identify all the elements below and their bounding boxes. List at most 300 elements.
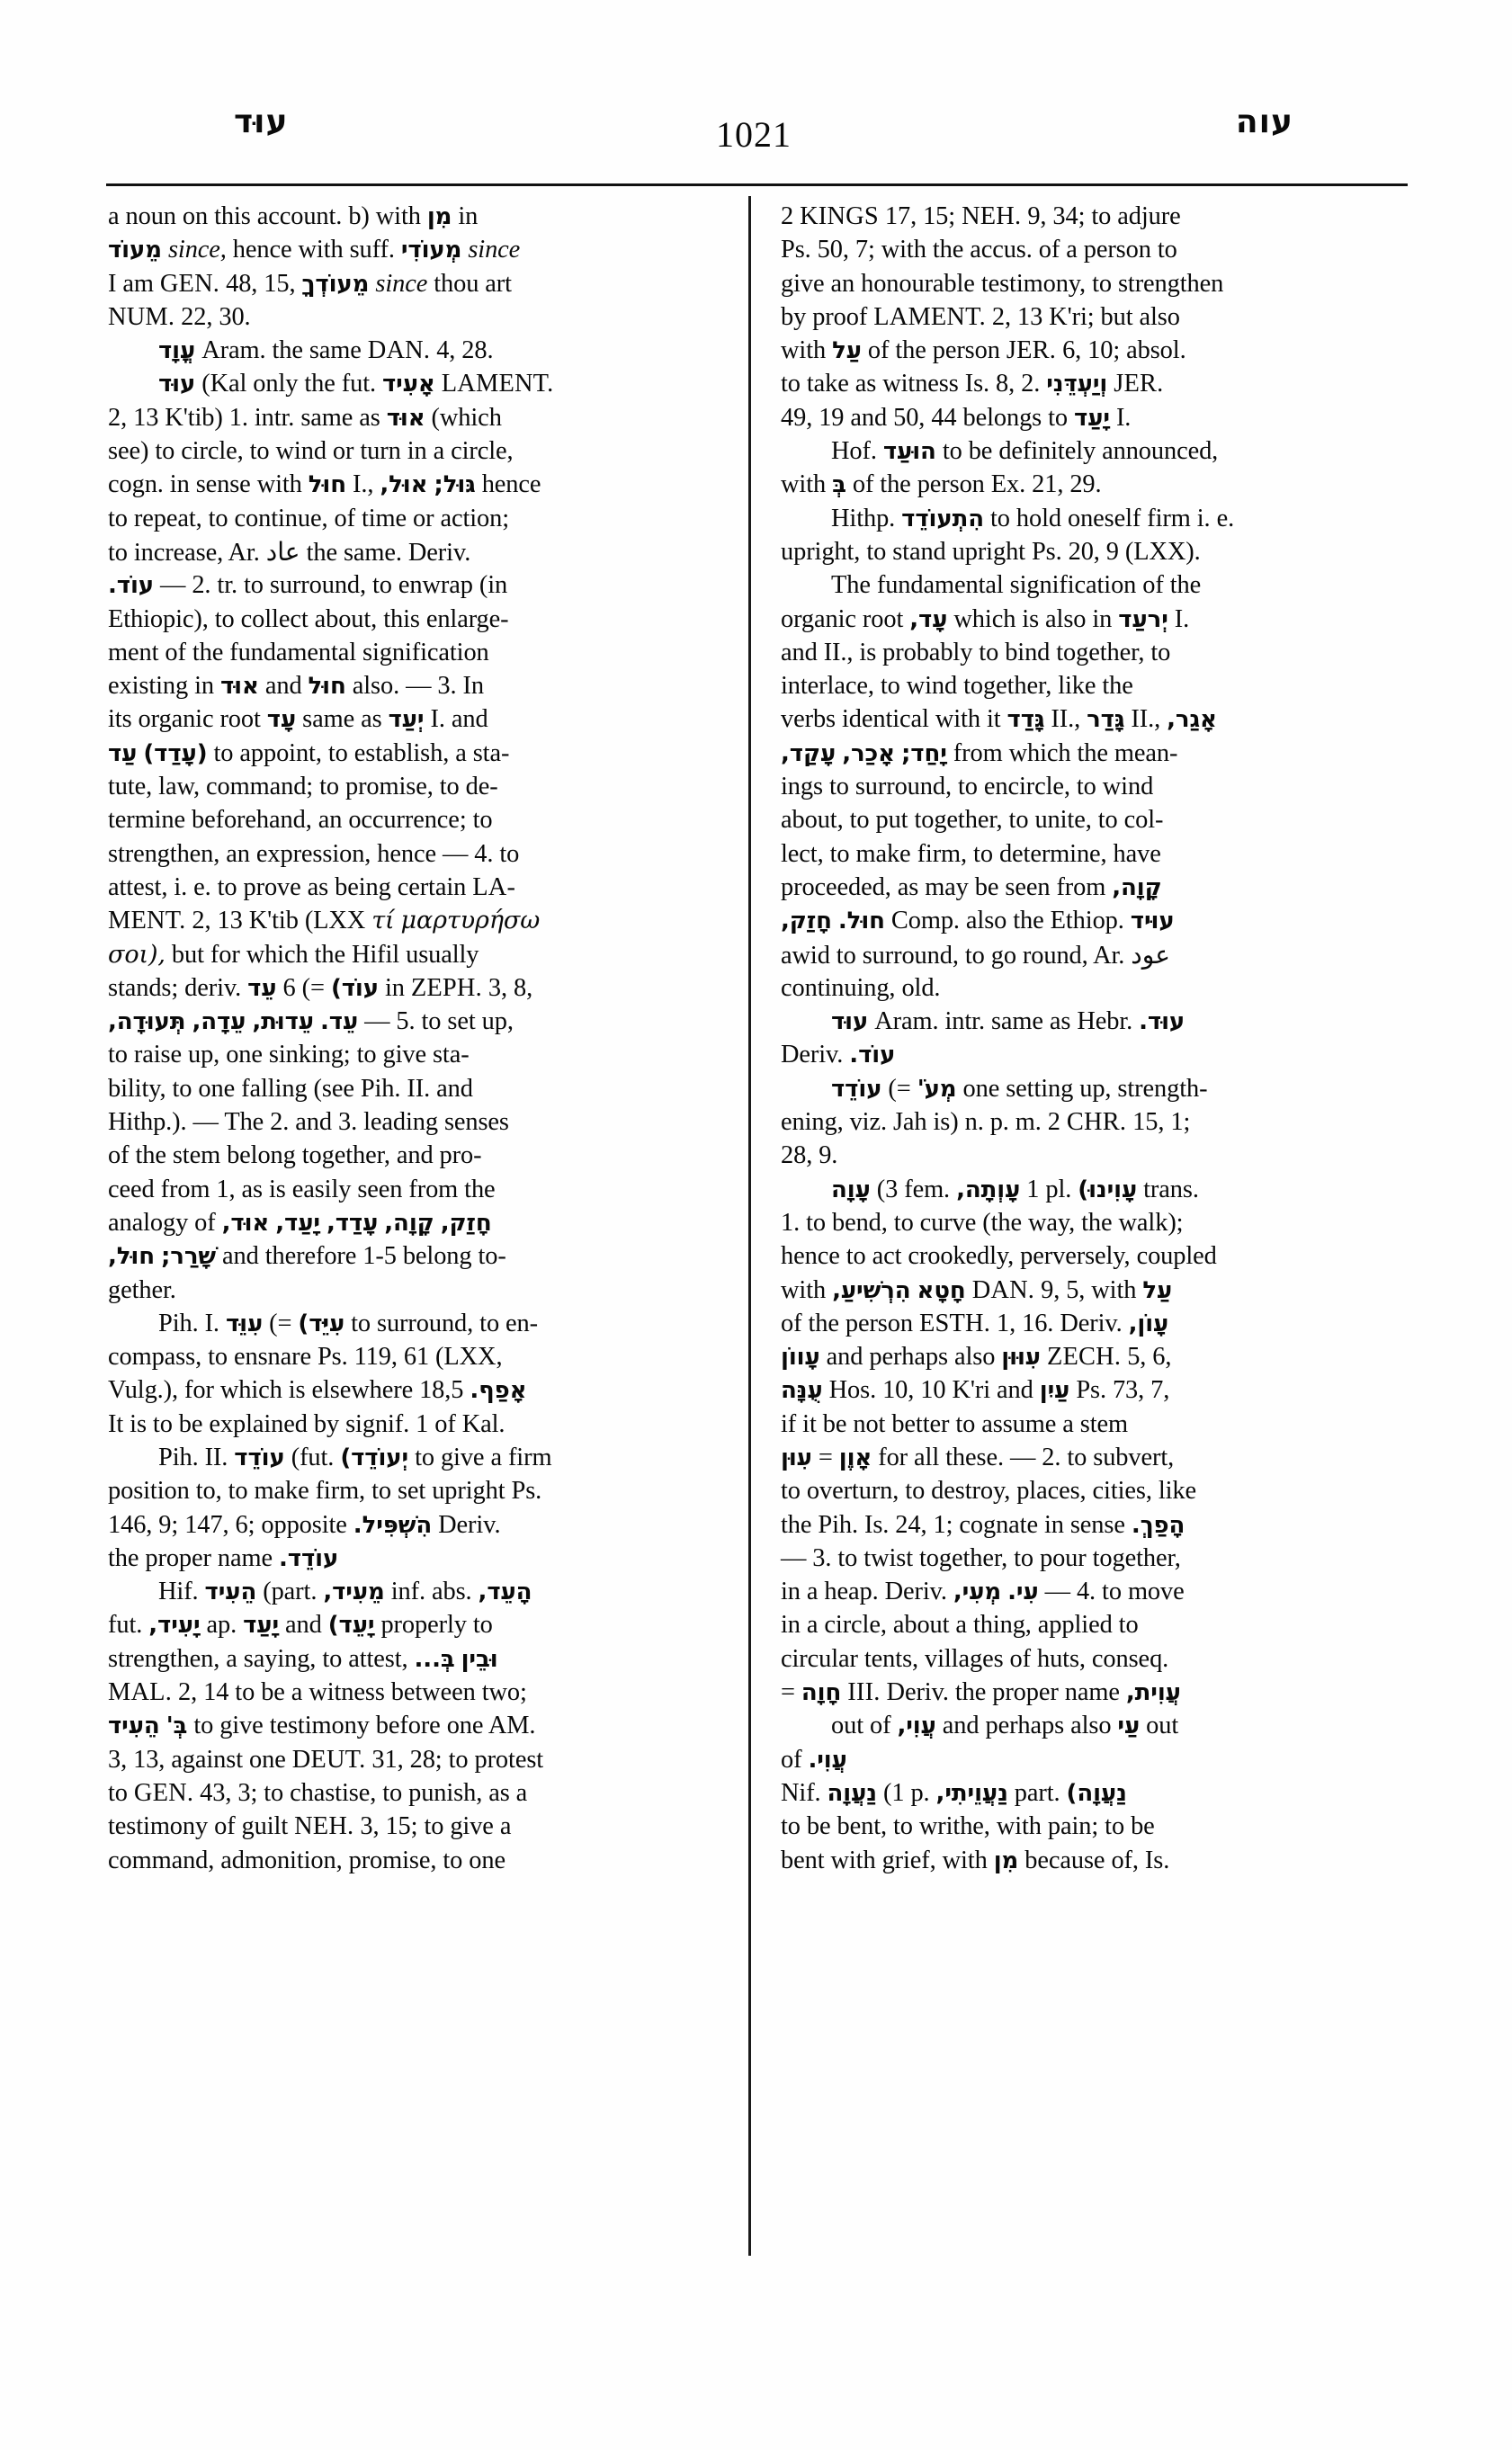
word: to	[424, 1812, 444, 1841]
word: and	[436, 1074, 473, 1103]
word: Pih.	[158, 1309, 199, 1337]
hebrew-word: עֵדוּת,	[252, 1008, 314, 1036]
text-line	[781, 1844, 1401, 1877]
text-line	[781, 1005, 1401, 1038]
word: to	[472, 806, 493, 835]
text-line	[781, 871, 1401, 904]
word: villages	[925, 1644, 1004, 1673]
word: the	[954, 1678, 987, 1707]
hebrew-word: עֻנָּה	[781, 1377, 823, 1405]
word: it	[986, 705, 1001, 734]
word: hold	[1015, 504, 1061, 532]
word: promise,	[344, 773, 434, 801]
word: as	[241, 1175, 263, 1203]
word: and	[942, 1712, 980, 1740]
word: —	[1044, 1578, 1070, 1606]
word: to	[208, 1343, 228, 1372]
word: I.	[430, 705, 445, 734]
hebrew-word: נַעֲוֵיתִי,	[935, 1779, 1008, 1807]
word: (part.	[263, 1578, 318, 1606]
scripture-reference: DAN.	[367, 336, 431, 365]
word: to	[155, 437, 175, 466]
word: strengthen	[1117, 269, 1224, 298]
hebrew-word: הֵעִיד	[204, 1578, 257, 1606]
word: deriv.	[184, 973, 242, 1002]
word: account.	[256, 202, 343, 230]
word: Nif.	[781, 1778, 821, 1807]
text-line	[781, 1608, 1401, 1641]
word: to	[372, 571, 392, 600]
word: termine	[108, 806, 186, 835]
word: these.	[945, 1443, 1004, 1471]
word: law,	[158, 773, 201, 801]
word: 2	[1047, 1108, 1060, 1137]
word: the	[1102, 672, 1133, 701]
word: to-	[478, 1242, 506, 1271]
word: together,	[1056, 638, 1145, 666]
word: a	[1062, 1409, 1074, 1438]
hebrew-word: עַי	[1117, 1712, 1141, 1740]
word: Is.	[863, 1510, 890, 1539]
word: to	[1076, 773, 1096, 801]
word: the	[880, 470, 911, 499]
word: 9	[1105, 537, 1119, 566]
hebrew-word: גּוּל;	[434, 471, 476, 499]
word: bind	[1005, 638, 1051, 666]
word: sense	[195, 470, 251, 499]
text-line	[781, 1441, 1401, 1474]
word: which	[246, 940, 309, 969]
word: together,	[301, 1141, 390, 1170]
text-line	[781, 603, 1401, 636]
scripture-reference: MENT.	[108, 907, 186, 935]
text-line	[781, 1810, 1401, 1843]
scripture-reference: CHR.	[1066, 1108, 1127, 1137]
word: to	[108, 1041, 128, 1069]
scripture-reference: LAMENT.	[873, 302, 986, 331]
word: and	[850, 403, 888, 432]
word: (LXX,	[435, 1343, 503, 1372]
word: together,	[963, 672, 1052, 701]
hebrew-word: קָוָה,	[1112, 873, 1162, 901]
hebrew-word: עַל	[1142, 1276, 1173, 1304]
word: Pih.	[818, 1510, 858, 1539]
text-line	[108, 568, 729, 602]
word: 50,	[893, 403, 926, 432]
word: up,	[187, 1041, 220, 1069]
word: 43,	[200, 1778, 232, 1807]
word: K'tib	[248, 907, 299, 935]
word: as	[897, 872, 919, 901]
word: fut.	[341, 370, 376, 398]
word: circle,	[451, 437, 514, 466]
text-line	[781, 535, 1401, 568]
hebrew-word: עֲוִי,	[897, 1712, 936, 1740]
text-line	[108, 1743, 729, 1776]
word: together,	[919, 1543, 1008, 1572]
text-line	[781, 1508, 1401, 1542]
word: action;	[440, 504, 510, 532]
word: viz.	[849, 1108, 887, 1137]
word: Hithp.).	[108, 1108, 187, 1137]
word: 2,	[108, 403, 128, 432]
word: 48,	[226, 269, 258, 298]
greek-word: τί	[371, 907, 395, 935]
word: Ps.	[511, 1477, 542, 1506]
word: perhaps	[985, 1712, 1065, 1740]
word: Deriv.	[781, 1041, 844, 1069]
word: II.,	[1131, 705, 1161, 734]
hebrew-word: עוֹדֵד	[831, 1075, 882, 1103]
text-line	[108, 871, 729, 904]
text-line	[108, 938, 729, 971]
word: interlace,	[781, 672, 874, 701]
hebrew-word: חוּל,	[108, 1243, 155, 1271]
word: to	[382, 1778, 403, 1807]
word: 34;	[1052, 202, 1086, 230]
word: is)	[933, 1108, 959, 1137]
word: see)	[108, 437, 149, 466]
text-line	[781, 770, 1401, 803]
word: 29.	[1069, 470, 1102, 499]
word: 8,	[514, 973, 533, 1002]
text-line	[108, 904, 729, 937]
word: and	[826, 1343, 863, 1372]
word: In	[462, 672, 484, 701]
word: same	[300, 403, 353, 432]
word: bent,	[837, 1812, 887, 1841]
word: announced,	[1102, 437, 1219, 466]
word: easily	[291, 1175, 352, 1203]
header-rule	[106, 183, 1408, 186]
hebrew-word: בְּ	[832, 471, 846, 499]
word: may	[925, 872, 969, 901]
word: 17,	[884, 202, 917, 230]
word: from	[160, 1175, 210, 1203]
text-line	[108, 1709, 729, 1742]
word: 16.	[1022, 1309, 1054, 1337]
word: pl.	[1045, 1175, 1072, 1203]
word: beforehand,	[192, 806, 312, 835]
word: to	[448, 1745, 469, 1774]
word: in	[781, 1578, 801, 1606]
text-line	[108, 702, 729, 736]
text-line	[108, 1239, 729, 1273]
scripture-reference: GEN.	[133, 1778, 194, 1807]
hebrew-word: יָעֵד)	[327, 1612, 375, 1640]
word: same	[309, 336, 362, 365]
word: tute,	[108, 773, 153, 801]
word: better	[891, 1409, 950, 1438]
hebrew-word: יָעִיד,	[148, 1612, 201, 1640]
word: trans.	[1143, 1175, 1199, 1203]
word: to	[479, 1309, 500, 1337]
word: to	[235, 1678, 255, 1707]
scripture-reference: KINGS	[800, 202, 879, 230]
hebrew-word: בְּ...	[414, 1645, 455, 1673]
word: appoint,	[239, 738, 322, 767]
word: strengthen,	[108, 839, 220, 868]
word: like	[1158, 1477, 1197, 1506]
word: the	[272, 336, 303, 365]
hebrew-word: עִוֵּד	[225, 1310, 264, 1337]
hebrew-word: אָעִיד	[382, 371, 435, 398]
word: strengthen,	[108, 1644, 220, 1673]
hebrew-word: (עָדַד)	[143, 739, 208, 767]
word: 10,	[882, 1376, 915, 1405]
hebrew-word: עֵדָה,	[192, 1008, 246, 1036]
text-line	[781, 669, 1401, 702]
word: setting	[1006, 1074, 1074, 1103]
text-line	[781, 702, 1401, 736]
word: stem	[172, 1141, 221, 1170]
word: accus.	[970, 236, 1033, 264]
word: to	[905, 1477, 926, 1506]
word: honourable	[861, 269, 975, 298]
word: increase,	[133, 538, 224, 567]
text-line	[108, 1206, 729, 1239]
hebrew-word: עֲוִית,	[1125, 1679, 1181, 1707]
word: to	[964, 941, 985, 970]
word: elsewhere	[311, 1376, 414, 1405]
word: 3.	[337, 1108, 358, 1137]
word: p.	[910, 1778, 930, 1807]
hebrew-word: עֵד	[247, 974, 277, 1002]
word: Ethiop.	[1050, 907, 1124, 935]
word: to	[472, 1611, 493, 1640]
word: with	[1091, 1275, 1137, 1304]
word: a	[490, 1443, 502, 1471]
word: belong	[402, 1242, 472, 1271]
word: attest,	[348, 1644, 408, 1673]
word: person	[1083, 236, 1151, 264]
word: repeat,	[133, 504, 202, 532]
word: out	[831, 1712, 863, 1740]
word: 2,	[991, 302, 1011, 331]
word: —	[781, 1543, 807, 1572]
word: Aram.	[201, 336, 266, 365]
word: from	[408, 1175, 459, 1203]
text-line	[108, 1072, 729, 1105]
word: perversely,	[1020, 1242, 1131, 1271]
word: It	[108, 1409, 124, 1438]
hebrew-word: מְעוֹדִי	[400, 237, 462, 264]
word: in	[458, 202, 479, 230]
word: 2.	[270, 1108, 290, 1137]
scripture-reference: NUM.	[108, 302, 175, 331]
word: analogy	[108, 1208, 189, 1237]
word: 28;	[409, 1745, 443, 1774]
word: 3,	[360, 1812, 380, 1841]
text-line	[108, 1844, 729, 1877]
word: take	[806, 370, 849, 398]
word: to	[957, 773, 978, 801]
text-line	[108, 1274, 729, 1307]
word: as	[361, 705, 382, 734]
word: be	[1131, 1812, 1155, 1841]
text-line	[108, 1373, 729, 1407]
word: Comp.	[890, 907, 960, 935]
word: of	[1142, 571, 1164, 600]
scripture-reference: GEN.	[159, 269, 220, 298]
running-head-right-catchword: עוה	[1235, 103, 1293, 140]
word: 3,	[108, 1745, 128, 1774]
word: 15;	[385, 1812, 418, 1841]
word: guilt	[241, 1812, 289, 1841]
word: strength-	[1117, 1074, 1208, 1103]
word: to	[172, 1074, 192, 1103]
word: to	[1150, 638, 1171, 666]
word: (=	[269, 1309, 292, 1337]
word: 15;	[923, 202, 956, 230]
italic-gloss: since	[375, 269, 428, 298]
word: between	[390, 1678, 476, 1707]
word: the	[314, 940, 345, 969]
word: 30.	[219, 302, 251, 331]
word: one	[249, 1745, 286, 1774]
text-line	[781, 837, 1401, 871]
word: 119,	[353, 1343, 398, 1372]
word: 2	[781, 202, 794, 230]
word: to	[439, 773, 460, 801]
word: a	[455, 738, 467, 767]
word: Deriv.	[886, 1678, 949, 1707]
word: The	[831, 571, 871, 600]
word: I.,	[352, 470, 374, 499]
word: (in	[479, 571, 508, 600]
word: root	[862, 604, 904, 633]
word: as	[307, 872, 329, 901]
word: being	[335, 872, 391, 901]
word: the	[1169, 571, 1202, 600]
word: (=	[301, 973, 325, 1002]
word: in	[384, 973, 405, 1002]
scripture-reference: DAN.	[971, 1275, 1035, 1304]
word: out	[1146, 1712, 1179, 1740]
word: make	[254, 1477, 309, 1506]
word: an	[318, 806, 343, 835]
hebrew-word: עוּד	[158, 371, 196, 398]
word: 13	[217, 907, 243, 935]
text-line	[108, 669, 729, 702]
word: K'tib)	[165, 403, 223, 432]
word: occurrence;	[348, 806, 467, 835]
word: to	[1008, 806, 1029, 835]
word: to	[837, 1543, 858, 1572]
word: the	[464, 1175, 496, 1203]
word: to	[829, 839, 850, 868]
word: saying,	[243, 1644, 317, 1673]
word: surround,	[854, 773, 952, 801]
word: senses	[443, 1108, 509, 1137]
word: 2.	[1042, 1443, 1061, 1471]
word: protest	[474, 1745, 544, 1774]
scripture-reference: DEUT.	[291, 1745, 366, 1774]
word: a	[499, 1812, 512, 1841]
hebrew-word: עָוִינוּ)	[1078, 1176, 1138, 1203]
word: or	[332, 437, 354, 466]
word: only	[253, 370, 299, 398]
word: to,	[195, 1477, 222, 1506]
text-line	[108, 401, 729, 434]
text-line	[781, 1676, 1401, 1709]
word: subvert,	[1093, 1443, 1175, 1471]
word: round,	[1022, 941, 1088, 970]
word: this	[383, 604, 420, 633]
word: 6	[282, 973, 296, 1002]
hebrew-word: הִתְעוֹדֵד	[901, 505, 985, 532]
text-line	[108, 468, 729, 501]
text-line	[108, 300, 729, 334]
scripture-reference: JER.	[1114, 370, 1164, 398]
word: signification	[362, 638, 489, 666]
word: to	[781, 1477, 801, 1506]
word: be	[822, 1409, 847, 1438]
word: proper	[145, 1543, 211, 1572]
hebrew-word: יָחַד;	[900, 739, 947, 767]
word: determine,	[998, 839, 1107, 868]
word: falling	[241, 1074, 308, 1103]
text-line	[108, 1676, 729, 1709]
word: of	[781, 1745, 802, 1774]
word: which	[953, 604, 1016, 633]
word: identical	[842, 705, 929, 734]
text-line	[108, 267, 729, 300]
word: tr.	[217, 571, 237, 600]
word: but	[1100, 302, 1133, 331]
word: a	[226, 1644, 237, 1673]
word: perhaps	[869, 1343, 948, 1372]
word: about,	[314, 604, 378, 633]
word: abs.	[432, 1578, 472, 1606]
text-line	[781, 1105, 1401, 1139]
word: in	[1092, 604, 1113, 633]
word: Ar.	[1093, 941, 1125, 970]
text-line	[781, 938, 1401, 971]
word: enwrap	[398, 571, 473, 600]
left-text-column	[108, 200, 729, 1877]
word: to	[806, 1208, 826, 1237]
word: existing	[108, 672, 189, 701]
hebrew-word: הֵעִיד	[108, 1712, 160, 1740]
word: (LXX	[304, 907, 366, 935]
word: to	[1048, 403, 1069, 432]
word: with	[298, 236, 344, 264]
word: n.	[964, 1108, 984, 1137]
word: but	[171, 940, 204, 969]
word: to	[892, 1812, 913, 1841]
hebrew-word: וּבֵין	[461, 1645, 498, 1673]
running-head-left-catchword: עוּד	[234, 103, 289, 140]
word: Ex.	[990, 470, 1026, 499]
word: by	[781, 302, 807, 331]
hebrew-word: עַיִן	[1039, 1377, 1070, 1405]
text-line	[108, 770, 729, 803]
hebrew-word: אוּל,	[380, 471, 428, 499]
word: II.	[204, 1443, 228, 1471]
text-line	[781, 233, 1401, 266]
word: 18,5	[419, 1376, 464, 1405]
word: 28,	[781, 1141, 813, 1170]
word: if	[781, 1409, 797, 1438]
word: to	[421, 1007, 442, 1036]
word: for	[878, 1443, 908, 1471]
word: 31,	[371, 1745, 404, 1774]
word: belong	[227, 1141, 296, 1170]
text-line	[108, 803, 729, 836]
word: Deriv.	[884, 1578, 947, 1606]
word: of	[867, 336, 890, 365]
